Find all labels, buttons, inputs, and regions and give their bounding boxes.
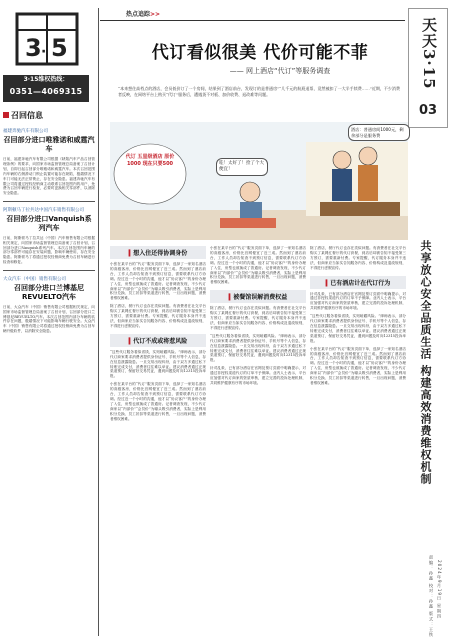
intro-text: “本来想住高档点的酒店，会员低价订了一个房间，结果到了酒店前台，发现订的是普通房”“几千元的航班退票，竟然被扣了一大半手续费……”近期，不少消费者反映，在网络平台上购买“代订”服务后，遭遇货不对板、加价收费、退改难等问题。 — [118, 86, 400, 97]
recall-title: 召回部分进口唯雅诺和威霆汽车 — [3, 136, 95, 153]
recall-section-title: 召回信息 — [3, 110, 43, 121]
recall-icon — [3, 112, 9, 118]
section-title: ▍已有酒店计在代订行为 — [310, 276, 406, 289]
recall-item — [3, 207, 95, 265]
slogan: 共享放心安全品质生活 构建高效消费维权机制 — [419, 240, 432, 485]
recall-source: 阿斯顿马丁拉共达中国汽车销售有限公司 — [3, 207, 84, 213]
section-body: 小张在某平台的“代订”服务页面下单，选择了一家知名酒店的高级客房，价格比官网便宜了近三成。然而到了酒店前台，工作人员却告知查不到预订信息，需要联系代订方协调。经过近一个小时的沟通，他才以“协议客户”的身份办理了入住，房型也被换成了普通房。记者调查发现，不少代订商家以“内部价”“会员价”为噱头吸引消费者，实际上是利用积分兑换、员工折扣等渠道进行转售，一旦出现问题，消费者维权困难。 — [310, 346, 406, 385]
recall-body: 日前，阿斯顿马丁拉共达（中国）汽车销售有限公司根据相关规定，向国家市场监督管理总局备案了召回计划，召回部分进口Vanquish系列汽车。本次召回范围内车辆的部分零部件可能存在安装问题，影响车辆使用，存在安全隐患。阿斯顿马丁将通过授权经销商免费为召回车辆进行检查和修复。 — [3, 235, 95, 265]
body-column-b — [210, 246, 306, 634]
page-number: 03 — [418, 103, 438, 118]
arrow-icon: >> — [150, 11, 161, 18]
price-card: 酒店：普通房间1000元，剩余部分是服务费 — [348, 124, 410, 141]
section-marker-icon: ▍ — [228, 294, 234, 302]
section-body: 除了酒店，餐厅代订也存在类似问题。有消费者在社交平台购买了某网红餐厅的代订套餐，到店后却被告知不接受第三方预订，需要重新付费。专家提醒，代订服务本身并不违法，但商家应当如实告知服务内容、价格构成及退改规则，不得进行虚假宣传。 — [310, 246, 406, 270]
section-marker-icon: ▍ — [325, 279, 331, 287]
recall-title: 召回部分进口兰博基尼REVUELTO汽车 — [14, 283, 84, 301]
recall-item — [3, 276, 95, 334]
section-title: ▍被餐馆误解消费权益 — [210, 290, 306, 303]
body-column-a — [110, 246, 206, 634]
recall-title: 召回部分进口Vanquish系列汽车 — [6, 214, 92, 232]
svg-text:·: · — [41, 44, 47, 60]
headline: 代订看似很美 代价可能不菲 — [151, 43, 369, 63]
section-marker-icon: ▍ — [128, 250, 134, 257]
section-title: ▍代订不成或将惹风险 — [110, 334, 206, 347]
recall-item — [3, 128, 95, 196]
hotline-box — [3, 75, 89, 102]
subheadline: —— 网上酒店“代订”等服务调查 — [229, 67, 331, 75]
section-body: 针对乱象，已有部分酒店在官网及预订页面中明确提示，对通过非授权渠道代订的订单不予保障。业内人士表示，平台应加强对代订商家的资质审核，建立完善的投诉处理机制，共同维护健康有序的市场环境。 — [210, 366, 306, 385]
section-body: 除了酒店，餐厅代订也存在类似问题。有消费者在社交平台购买了某网红餐厅的代订套餐，到店后却被告知不接受第三方预订，需要重新付费。专家提醒，代订服务本身并不违法，但商家应当如实告知服务内容、价格构成及退改规则，不得进行虚假宣传。 — [110, 304, 206, 328]
recall-column — [3, 124, 95, 632]
recall-body: 日前，福建奔驰汽车有限公司根据《缺陷汽车产品召回管理条例》的要求，向国家市场监督管理总局备案了召回计划，自即日起召回部分唯雅诺和威霆汽车。本次召回范围内车辆的右侧滑动门锁止装置可能存在缺陷，极端情况下车门可能无法正常锁止，存在安全隐患。福建奔驰汽车有限公司将通过授权经销商主动联系召回范围内的用户，免费为召回车辆进行检查，必要时更换相关零部件，以消除安全隐患。 — [3, 157, 95, 196]
svg-text:5: 5 — [51, 34, 68, 62]
section-body: 针对乱象，已有部分酒店在官网及预订页面中明确提示，对通过非授权渠道代订的订单不予保障。业内人士表示，平台应加强对代订商家的资质审核，建立完善的投诉处理机制，共同维护健康有序的市场环境。 — [310, 291, 406, 311]
page-footer: 责编：孙鑫 校对：孙鑫 版式：王铁 — [429, 555, 434, 638]
masthead-title: 天天3·15 — [420, 17, 438, 90]
hotline-caption: 3·15维权热线： — [23, 76, 69, 83]
recall-source: 大众汽车（中国）销售有限公司 — [3, 276, 66, 282]
masthead — [408, 8, 448, 128]
top-rule — [100, 20, 405, 21]
section-body: “这些代订服务看似省钱，实则暗藏风险。”律师表示，部分代订商家要求消费者提供身份证号、手机号等个人信息，存在信息泄露隐患。一旦交易出现纠纷，由于双方多通过私下转账完成支付，消费者往往难以举证。建议消费者通过正规渠道预订，保留好交易凭证，遇到问题及时向12315投诉举报。 — [310, 314, 406, 343]
section-title: ▍想入住还得协调身份 — [110, 246, 206, 259]
body-column-c — [310, 246, 406, 634]
section-body: 小张在某平台的“代订”服务页面下单，选择了一家知名酒店的高级客房，价格比官网便宜了近三成。然而到了酒店前台，工作人员却告知查不到预订信息，需要联系代订方协调。经过近一个小时的沟通，他才以“协议客户”的身份办理了入住，房型也被换成了普通房。记者调查发现，不少代订商家以“内部价”“会员价”为噱头吸引消费者，实际上是利用积分兑换、员工折扣等渠道进行转售，一旦出现问题，消费者维权困难。 — [210, 246, 306, 285]
section-body: “这些代订服务看似省钱，实则暗藏风险。”律师表示，部分代订商家要求消费者提供身份证号、手机号等个人信息，存在信息泄露隐患。一旦交易出现纠纷，由于双方多通过私下转账完成支付，消费者往往难以举证。建议消费者通过正规渠道预订，保留好交易凭证，遇到问题及时向12315投诉举报。 — [110, 349, 206, 379]
speech-bubble: 哇！太好了！捡了个大便宜！ — [216, 158, 268, 176]
logo — [3, 8, 91, 83]
hot-topic-label: 热点追踪>> — [126, 11, 161, 18]
section-body: 小张在某平台的“代订”服务页面下单，选择了一家知名酒店的高级客房，价格比官网便宜了近三成。然而到了酒店前台，工作人员却告知查不到预订信息，需要联系代订方协调。经过近一个小时的沟通，他才以“协议客户”的身份办理了入住，房型也被换成了普通房。记者调查发现，不少代订商家以“内部价”“会员价”为噱头吸引消费者，实际上是利用积分兑换、员工折扣等渠道进行转售，一旦出现问题，消费者维权困难。 — [110, 262, 206, 301]
cartoon-illustration — [110, 122, 408, 240]
logo-graphic — [3, 8, 91, 70]
recall-body: 日前，大众汽车（中国）销售有限公司根据相关规定，向国家市场监督管理总局备案了召回计划，召回部分进口兰博基尼REVUELTO汽车。本次召回范围内部分车辆的软件存在问题，极端情况下可能影响车辆行驶安全。大众汽车（中国）销售有限公司将通过授权经销商免费为召回车辆升级软件，以消除安全隐患。 — [3, 304, 95, 334]
footer-date: 2024年9月19日 星期四 — [437, 560, 442, 620]
left-divider — [98, 8, 99, 636]
section-body: 小张在某平台的“代订”服务页面下单，选择了一家知名酒店的高级客房，价格比官网便宜了近三成。然而到了酒店前台，工作人员却告知查不到预订信息，需要联系代订方协调。经过近一个小时的沟通，他才以“协议客户”的身份办理了入住，房型也被换成了普通房。记者调查发现，不少代订商家以“内部价”“会员价”为噱头吸引消费者，实际上是利用积分兑换、员工折扣等渠道进行转售，一旦出现问题，消费者维权困难。 — [110, 382, 206, 421]
section-marker-icon: ▍ — [128, 337, 134, 345]
section-body: “这些代订服务看似省钱，实则暗藏风险。”律师表示，部分代订商家要求消费者提供身份证号、手机号等个人信息，存在信息泄露隐患。一旦交易出现纠纷，由于双方多通过私下转账完成支付，消费者往往难以举证。建议消费者通过正规渠道预订，保留好交易凭证，遇到问题及时向12315投诉举报。 — [210, 333, 306, 363]
section-body: 除了酒店，餐厅代订也存在类似问题。有消费者在社交平台购买了某网红餐厅的代订套餐，到店后却被告知不接受第三方预订，需要重新付费。专家提醒，代订服务本身并不违法，但商家应当如实告知服务内容、价格构成及退改规则，不得进行虚假宣传。 — [210, 306, 306, 330]
cartoon-sign: 代订 五星级酒店 原价1000 现在只要500 — [125, 154, 175, 167]
svg-text:3: 3 — [25, 34, 42, 62]
hotline-phone: 0351—4069315 — [9, 87, 83, 96]
recall-source: 福建奔驰汽车有限公司 — [3, 129, 48, 134]
